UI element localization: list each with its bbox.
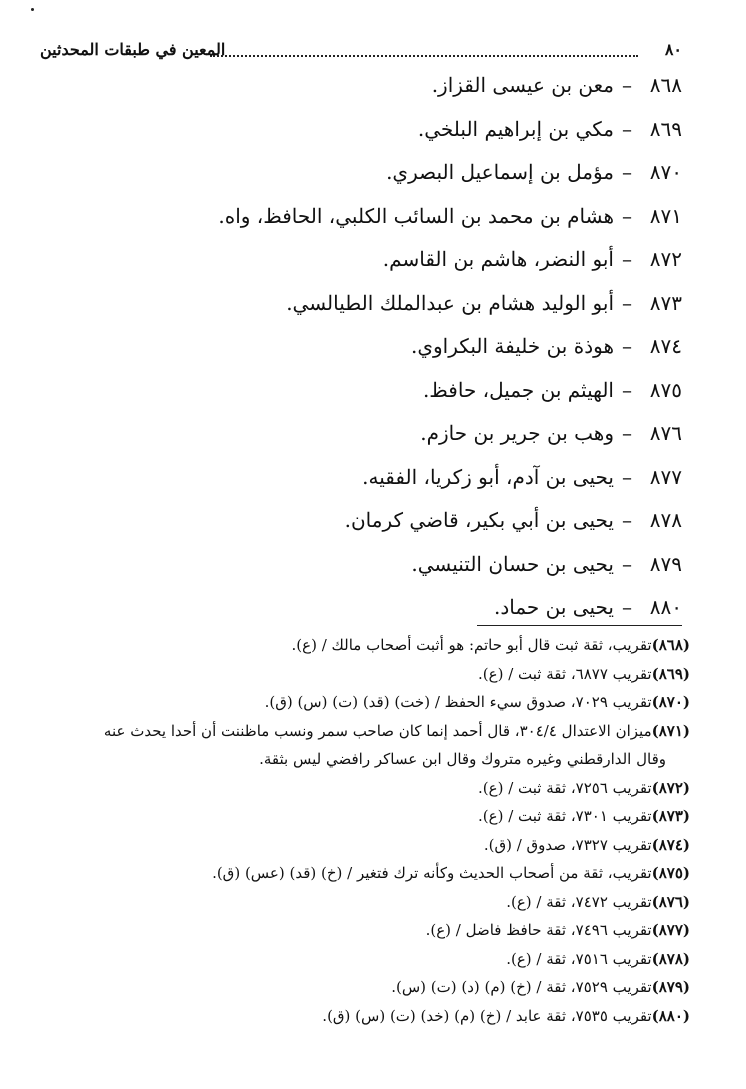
entry-text: مؤمل بن إسماعيل البصري.: [386, 160, 614, 184]
entry-item: [40, 586, 682, 630]
entry-dash: –: [622, 595, 632, 619]
footnote: [20, 888, 690, 917]
footnote-number: (٨٧٧): [651, 921, 690, 939]
footnote-number: (٨٧٤): [651, 835, 690, 854]
scan-speck: [31, 8, 34, 11]
entry-item: [40, 64, 682, 108]
entry-text: أبو النضر، هاشم بن القاسم.: [382, 247, 614, 271]
entry-text: وهب بن جرير بن حازم.: [420, 421, 614, 445]
footnote-text: تقريب ٧٢٥٦، ثقة ثبت / (ع).: [478, 778, 652, 797]
footnote-number: (٨٧٣): [651, 807, 690, 825]
entry-number: ٨٧٦: [649, 421, 682, 445]
footnote-text: تقريب ٧٤٩٦، ثقة حافظ فاضل / (ع).: [425, 921, 652, 939]
entry-item: [40, 543, 682, 587]
footnote: [20, 774, 690, 803]
footnote-number: (٨٧١): [651, 721, 690, 740]
footnote-continuation: وقال الدارقطني وغيره متروك وقال ابن عساكر رافضي ليس بثقة.: [259, 750, 666, 768]
footnote-number: (٨٧٩): [651, 978, 690, 996]
entry-text: هوذة بن خليفة البكراوي.: [411, 334, 614, 358]
entry-dash: –: [622, 334, 632, 358]
footnote: [20, 945, 690, 974]
entry-text: يحيى بن حسان التنيسي.: [411, 551, 614, 576]
entry-dash: –: [622, 377, 632, 402]
entry-text: معن بن عيسى القزاز.: [431, 73, 614, 97]
footnote-text: تقريب ٧٣٠١، ثقة ثبت / (ع).: [478, 807, 652, 825]
footnote-number: (٨٧٦): [651, 892, 690, 911]
entry-text: أبو الوليد هشام بن عبدالملك الطيالسي.: [286, 290, 614, 315]
entry-number: ٨٨٠: [649, 595, 682, 619]
entry-number: ٨٧٧: [649, 464, 682, 489]
entry-item: [40, 325, 682, 369]
entry-dash: –: [622, 508, 632, 532]
entry-number: ٨٧٢: [649, 247, 682, 271]
entry-list: [40, 64, 682, 630]
entry-item: [40, 151, 682, 195]
footnote-text: تقريب، ثقة ثبت قال أبو حاتم: هو أثبت أصحاب مالك / (ع).: [291, 636, 652, 654]
footnote-number: (٨٧٨): [651, 949, 690, 968]
entry-item: [40, 499, 682, 543]
book-page: [40, 28, 690, 1068]
book-title: المعين في طبقات المحدثين: [40, 40, 226, 59]
entry-text: هشام بن محمد بن السائب الكلبي، الحافظ، واه.: [218, 203, 614, 228]
footnote-separator: [477, 625, 682, 626]
entry-item: [40, 412, 682, 456]
footnote-number: (٨٦٨): [651, 636, 690, 654]
footnote: [20, 916, 690, 945]
entry-dash: –: [622, 421, 632, 445]
running-header: [40, 36, 682, 64]
footnote-text: ميزان الاعتدال ٣٠٤/٤، قال أحمد إنما كان صاحب سمر ونسب ماظننت أن أحدا يحدث عنه: [103, 721, 652, 740]
entry-dash: –: [622, 73, 632, 97]
entry-dash: –: [622, 247, 632, 271]
footnote-text: تقريب ٧٣٢٧، صدوق / (ق).: [483, 835, 652, 854]
footnote-number: (٨٧٥): [651, 864, 690, 882]
entry-item: [40, 369, 682, 413]
footnote-text: تقريب ٧٤٧٢، ثقة / (ع).: [506, 892, 652, 911]
footnote: [20, 831, 690, 860]
footnote-text: تقريب ٧٠٢٩، صدوق سيء الحفظ / (خت) (قد) (ت) (س) (ق).: [264, 693, 652, 711]
footnote-number: (٨٦٩): [651, 664, 690, 683]
entry-dash: –: [622, 203, 632, 228]
entry-dash: –: [622, 290, 632, 315]
entry-number: ٨٦٩: [649, 116, 682, 141]
entry-item: [40, 456, 682, 500]
footnote: [20, 688, 690, 717]
entry-number: ٨٧٠: [649, 160, 682, 184]
footnote-text: تقريب ٦٨٧٧، ثقة ثبت / (ع).: [478, 664, 652, 683]
footnote-number: (٨٨٠): [651, 1006, 690, 1025]
footnote: [20, 859, 690, 888]
entry-number: ٨٧٨: [649, 508, 682, 532]
entry-number: ٨٦٨: [649, 73, 682, 97]
entry-number: ٨٧٩: [649, 551, 682, 576]
entry-text: مكي بن إبراهيم البلخي.: [417, 116, 614, 141]
footnote-number: (٨٧٠): [651, 693, 690, 711]
footnote-text: تقريب ٧٥٣٥، ثقة عابد / (خ) (م) (خد) (ت) (س) (ق).: [322, 1006, 652, 1025]
entry-dash: –: [622, 116, 632, 141]
entry-number: ٨٧١: [649, 203, 682, 228]
entry-text: يحيى بن أبي بكير، قاضي كرمان.: [344, 508, 614, 532]
footnote: [20, 973, 690, 1002]
footnote-text: تقريب ٧٥١٦، ثقة / (ع).: [506, 949, 652, 968]
entry-text: الهيثم بن جميل، حافظ.: [422, 377, 614, 402]
entry-number: ٨٧٤: [649, 334, 682, 358]
entry-number: ٨٧٣: [649, 290, 682, 315]
footnote: [20, 802, 690, 831]
header-dot-leader: [210, 55, 638, 57]
footnote: [20, 631, 690, 660]
footnote: [20, 660, 690, 689]
entry-dash: –: [622, 551, 632, 576]
entry-item: [40, 195, 682, 239]
entry-item: [40, 108, 682, 152]
entry-text: يحيى بن حماد.: [494, 595, 614, 619]
footnote-text: تقريب، ثقة من أصحاب الحديث وكأنه ترك فتغير / (خ) (قد) (عس) (ق).: [212, 864, 652, 882]
entry-item: [40, 238, 682, 282]
footnote-list: [20, 631, 690, 1030]
entry-number: ٨٧٥: [649, 377, 682, 402]
footnote-text: تقريب ٧٥٢٩، ثقة / (خ) (م) (د) (ت) (س).: [391, 978, 652, 996]
entry-text: يحيى بن آدم، أبو زكريا، الفقيه.: [362, 464, 614, 489]
entry-dash: –: [622, 160, 632, 184]
footnote: [20, 717, 690, 774]
entry-dash: –: [622, 464, 632, 489]
footnote: [20, 1002, 690, 1031]
entry-item: [40, 282, 682, 326]
footnote-number: (٨٧٢): [651, 778, 690, 797]
page-number: ٨٠: [664, 40, 682, 59]
